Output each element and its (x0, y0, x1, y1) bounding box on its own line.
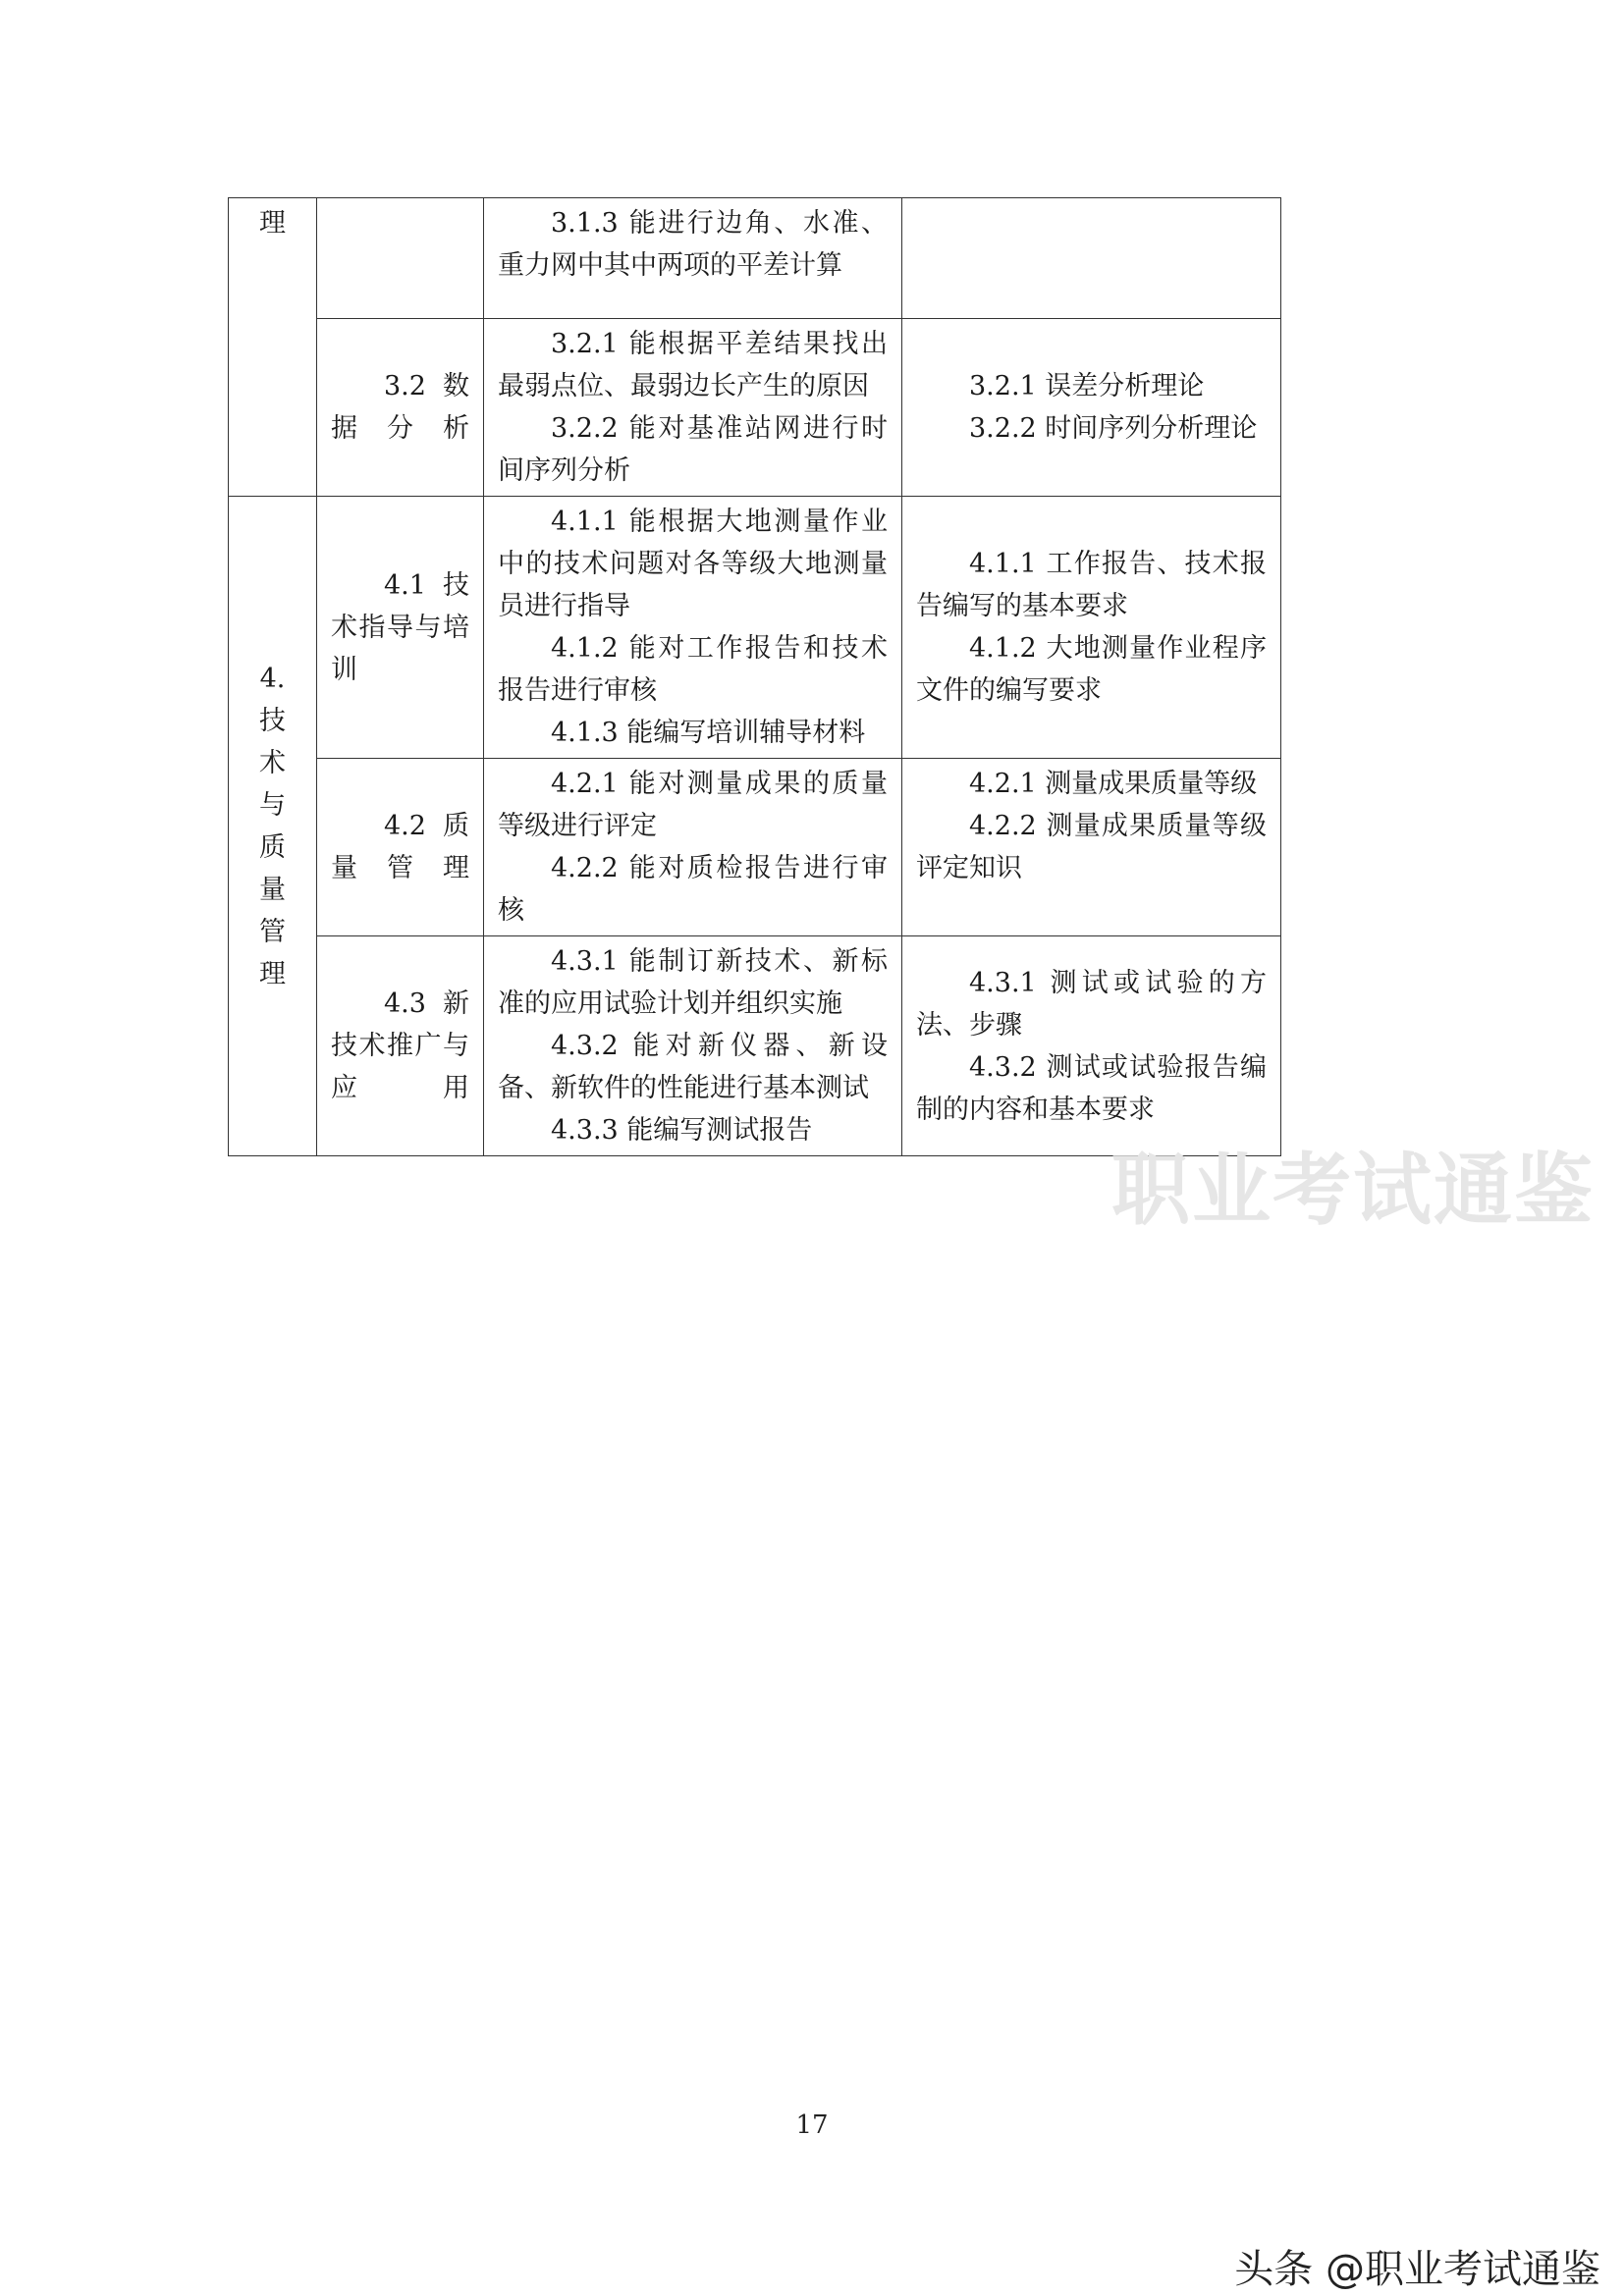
unit-cell (317, 319, 484, 497)
table-row (229, 198, 1281, 319)
skill-item: 3.2.2 能对基准站网进行时间序列分析 (498, 413, 888, 486)
knowledge-cell (902, 936, 1281, 1156)
category-label: 理 (259, 208, 286, 239)
skill-item: 4.3.1 能制订新技术、新标准的应用试验计划并组织实施 (498, 946, 888, 1019)
skill-item: 3.1.3 能进行边角、水准、重力网中其中两项的平差计算 (498, 208, 888, 281)
knowledge-item: 4.2.2 测量成果质量等级评定知识 (916, 811, 1267, 883)
knowledge-cell (902, 198, 1281, 319)
watermark: 职业考试通鉴 (1111, 1145, 1595, 1236)
knowledge-item: 4.3.1 测试或试验的方法、步骤 (916, 967, 1267, 1041)
skill-cell (484, 759, 902, 936)
category-label: 管 (259, 916, 286, 947)
knowledge-item: 4.2.1 测量成果质量等级 (969, 769, 1258, 799)
unit-cell (317, 497, 484, 759)
knowledge-cell (902, 759, 1281, 936)
category-label: 质 (259, 831, 286, 863)
category-label: 与 (259, 789, 286, 821)
unit-label: 3.2 数据分析 (331, 371, 469, 444)
skill-item: 4.3.3 能编写测试报告 (551, 1115, 813, 1146)
unit-cell (317, 198, 484, 319)
category-label: 理 (259, 958, 286, 989)
unit-label: 4.1 技术指导与培训 (331, 569, 469, 685)
skill-cell (484, 497, 902, 759)
knowledge-item: 4.3.2 测试或试验报告编制的内容和基本要求 (916, 1051, 1267, 1125)
skill-item: 4.1.3 能编写培训辅导材料 (551, 718, 866, 748)
skill-item: 4.2.2 能对质检报告进行审核 (498, 853, 888, 926)
table-row (229, 936, 1281, 1156)
knowledge-item: 4.1.2 大地测量作业程序文件的编写要求 (916, 633, 1267, 706)
page-number: 17 (795, 2110, 829, 2140)
category-label: 技 (259, 705, 286, 736)
requirements-table (228, 197, 1281, 1156)
skill-cell (484, 936, 902, 1156)
category-label: 术 (259, 747, 286, 778)
skill-cell (484, 319, 902, 497)
table-row (229, 759, 1281, 936)
category-cell (229, 198, 317, 497)
skill-item: 3.2.1 能根据平差结果找出最弱点位、最弱边长产生的原因 (498, 329, 888, 401)
skill-cell (484, 198, 902, 319)
category-cell (229, 497, 317, 1156)
skill-item: 4.3.2 能对新仪器、新设备、新软件的性能进行基本测试 (498, 1031, 888, 1103)
table-row (229, 319, 1281, 497)
footer-brand: 头条 @职业考试通鉴 (1234, 2247, 1600, 2292)
unit-cell (317, 936, 484, 1156)
knowledge-cell (902, 497, 1281, 759)
skill-item: 4.1.1 能根据大地测量作业中的技术问题对各等级大地测量员进行指导 (498, 507, 888, 621)
table-row (229, 497, 1281, 759)
skill-item: 4.1.2 能对工作报告和技术报告进行审核 (498, 633, 888, 706)
knowledge-item: 4.1.1 工作报告、技术报告编写的基本要求 (916, 549, 1267, 621)
unit-label: 4.3 新技术推广与应用 (331, 988, 469, 1103)
unit-label: 4.2 质量管理 (331, 811, 469, 883)
knowledge-item: 3.2.1 误差分析理论 (969, 371, 1205, 401)
skill-item: 4.2.1 能对测量成果的质量等级进行评定 (498, 769, 888, 841)
knowledge-item: 3.2.2 时间序列分析理论 (969, 413, 1258, 444)
knowledge-cell (902, 319, 1281, 497)
category-label: 4. (259, 663, 286, 694)
unit-cell (317, 759, 484, 936)
category-label: 量 (259, 874, 286, 905)
